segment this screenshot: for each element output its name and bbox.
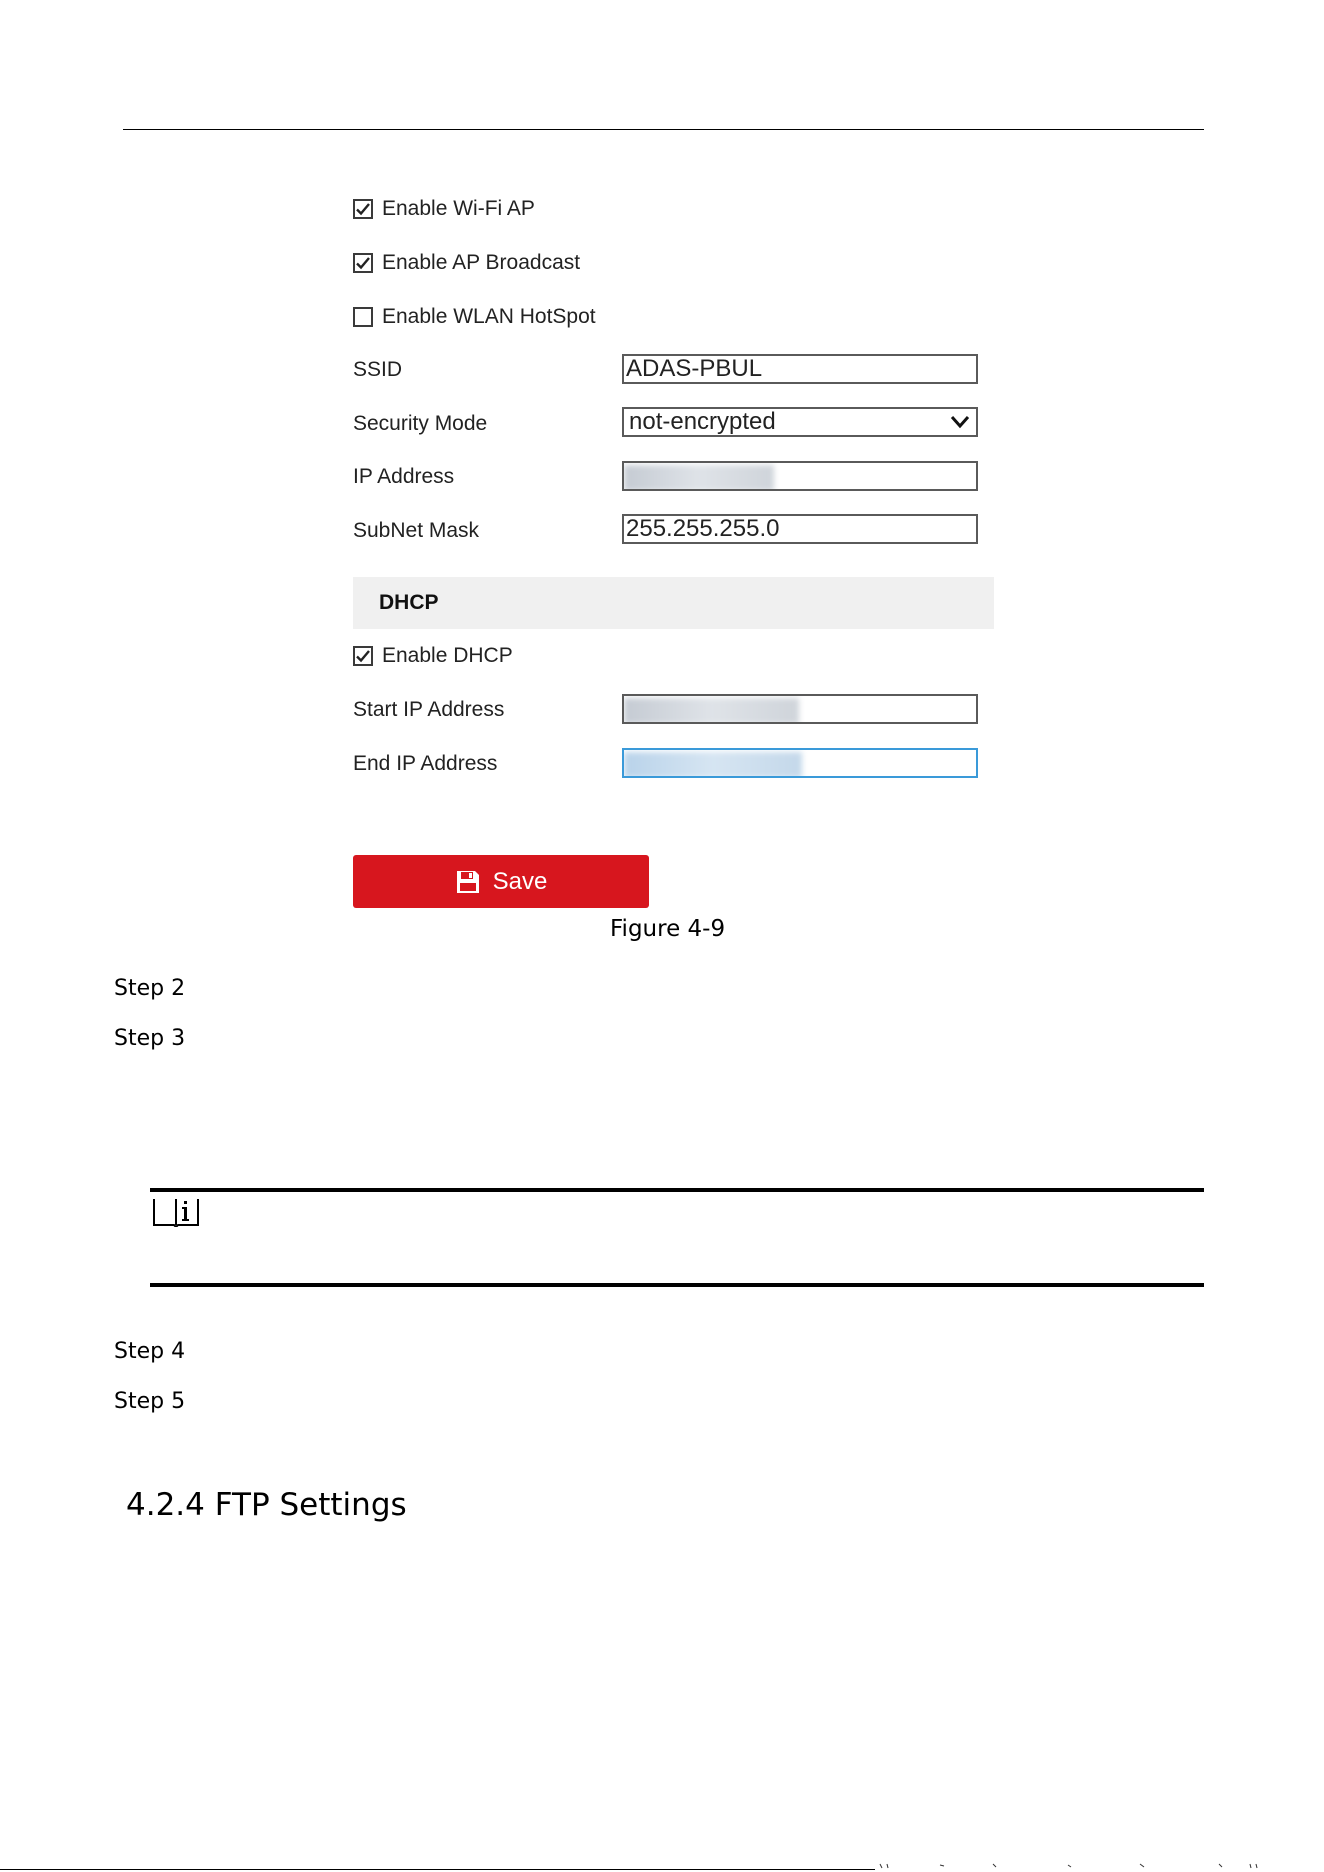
redacted-value [624, 465, 774, 491]
footer-marks [878, 1863, 1273, 1869]
enable-ap-broadcast-checkbox[interactable] [353, 250, 580, 276]
step-label: Step 5 [114, 1389, 186, 1414]
checkbox-label: Enable WLAN HotSpot [382, 305, 596, 328]
dhcp-section-header [353, 577, 994, 629]
dhcp-title: DHCP [379, 591, 439, 614]
figure-caption: Figure 4-9 [610, 916, 726, 942]
header-rule [123, 129, 1204, 130]
redacted-value [624, 698, 799, 724]
redacted-value [624, 752, 802, 778]
ip-address-label: IP Address [353, 465, 455, 488]
checkbox-box[interactable] [353, 646, 373, 666]
checkbox-box[interactable] [353, 253, 373, 273]
enable-dhcp-checkbox[interactable] [353, 643, 513, 669]
ip-address-input[interactable] [622, 461, 978, 491]
ssid-input[interactable] [622, 354, 978, 384]
save-label: Save [492, 867, 548, 895]
chevron-down-icon [950, 414, 970, 430]
end-ip-input[interactable] [622, 748, 978, 778]
end-ip-label: End IP Address [353, 752, 498, 775]
checkbox-box[interactable] [353, 199, 373, 219]
start-ip-label: Start IP Address [353, 698, 505, 721]
footer-rule [0, 1869, 875, 1870]
checkbox-label: Enable AP Broadcast [382, 251, 581, 274]
note-top-rule [150, 1188, 1204, 1192]
enable-wifi-ap-checkbox[interactable] [353, 196, 535, 222]
subnet-mask-value: 255.255.255.0 [626, 515, 780, 542]
ssid-label: SSID [353, 358, 403, 381]
note-bottom-rule [150, 1283, 1204, 1287]
start-ip-input[interactable] [622, 694, 978, 724]
floppy-disk-icon [455, 869, 481, 895]
security-mode-select[interactable] [622, 407, 978, 437]
checkbox-label: Enable DHCP [382, 644, 513, 667]
check-icon [355, 201, 371, 217]
step-label: Step 4 [114, 1339, 186, 1364]
section-heading: 4.2.4 FTP Settings [126, 1487, 407, 1523]
ssid-value: ADAS-PBUL [626, 355, 763, 382]
check-icon [355, 255, 371, 271]
security-mode-value: not-encrypted [629, 408, 776, 435]
check-icon [355, 648, 371, 664]
step-label: Step 2 [114, 976, 186, 1001]
checkbox-box[interactable] [353, 307, 373, 327]
subnet-mask-input[interactable] [622, 514, 978, 544]
book-info-icon [152, 1197, 200, 1227]
enable-wlan-hotspot-checkbox[interactable] [353, 304, 596, 330]
subnet-mask-label: SubNet Mask [353, 519, 480, 542]
save-button[interactable] [353, 855, 649, 908]
step-label: Step 3 [114, 1026, 186, 1051]
security-mode-label: Security Mode [353, 412, 488, 435]
checkbox-label: Enable Wi-Fi AP [382, 197, 535, 220]
